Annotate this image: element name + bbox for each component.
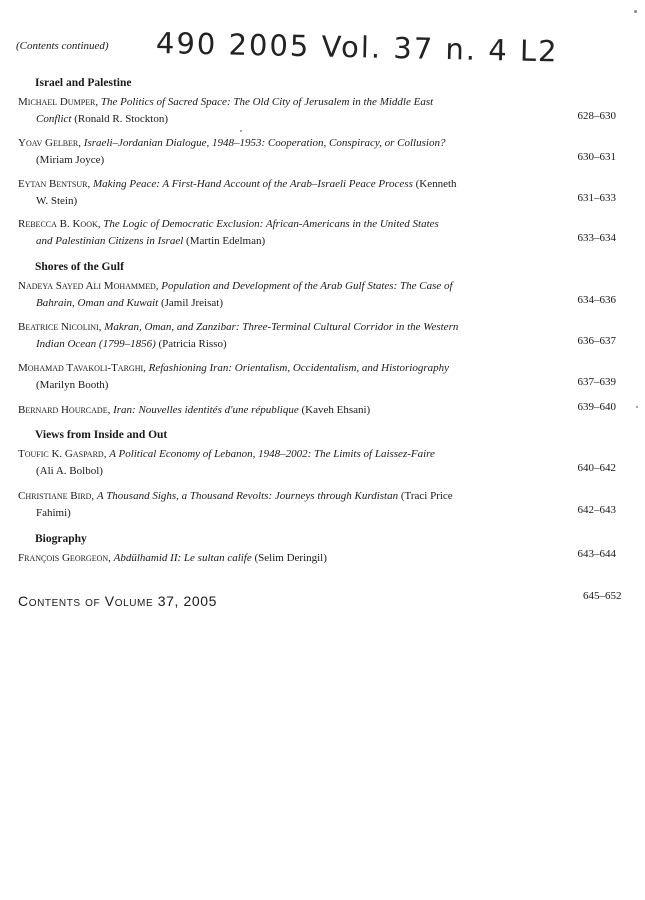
entry-title: A Thousand Sighs, a Thousand Revolts: Journeys through Kurdistan [96, 490, 399, 502]
entry-title-cont: and Palestinian Citizens in Israel [36, 235, 184, 247]
entry-title-cont: Conflict [36, 113, 72, 125]
toc-entry [18, 278, 618, 312]
entry-title: Iran: Nouvelles identités d'une république [113, 404, 299, 416]
volume-contents-heading: Contents of Volume 37, 2005 [18, 593, 218, 609]
entry-reviewer: (Martin Edelman) [186, 235, 266, 247]
scan-speck [636, 406, 638, 408]
entry-reviewer: (Marilyn Booth) [36, 379, 109, 391]
toc-entry [18, 135, 618, 169]
entry-title: Refashioning Iran: Orientalism, Occidentalism, and Historiography [148, 362, 449, 374]
entry-author: Eytan Bentsur, [18, 178, 91, 190]
entry-pages: 643–644 [577, 548, 616, 560]
section-heading-biography: Biography [35, 533, 87, 545]
entry-title: Israeli–Jordanian Dialogue, 1948–1953: Cooperation, Conspiracy, or Collusion? [83, 137, 446, 149]
entry-author: Yoav Gelber, [18, 137, 82, 149]
entry-title: A Political Economy of Lebanon, 1948–2002: The Limits of Laissez-Faire [109, 448, 435, 460]
toc-entry [18, 446, 618, 480]
entry-title: The Politics of Sacred Space: The Old City of Jerusalem in the Middle East [100, 96, 434, 108]
toc-entry [18, 360, 618, 394]
entry-author: Beatrice Nicolini, [18, 321, 102, 333]
entry-title-cont: Indian Ocean (1799–1856) [36, 338, 156, 350]
volume-contents-pages: 645–652 [583, 590, 622, 602]
entry-reviewer-start: (Kenneth [415, 178, 457, 190]
entry-author: Mohamad Tavakoli-Targhi, [18, 362, 146, 374]
entry-pages: 636–637 [577, 335, 616, 347]
toc-entry [18, 402, 618, 419]
section-heading-shores-gulf: Shores of the Gulf [35, 261, 124, 273]
entry-author: Rebecca B. Kook, [18, 218, 101, 230]
section-heading-israel-palestine: Israel and Palestine [35, 77, 132, 89]
scan-speck [240, 130, 242, 132]
entry-title: Abdülhamid II: Le sultan calife [113, 552, 252, 564]
entry-pages: 631–633 [577, 192, 616, 204]
entry-author: Toufic K. Gaspard, [18, 448, 107, 460]
entry-reviewer: (Miriam Joyce) [36, 154, 105, 166]
entry-reviewer: (Selim Deringil) [254, 552, 327, 564]
entry-pages: 634–636 [577, 294, 616, 306]
entry-reviewer: (Ronald R. Stockton) [74, 113, 169, 125]
entry-reviewer: Fahimi) [36, 507, 71, 519]
toc-entry [18, 176, 618, 210]
entry-reviewer: W. Stein) [36, 195, 78, 207]
entry-reviewer: (Jamil Jreisat) [160, 297, 223, 309]
entry-author: Michael Dumper, [18, 96, 99, 108]
entry-title: Makran, Oman, and Zanzibar: Three-Terminal Cultural Corridor in the Western [104, 321, 459, 333]
contents-continued-label: (Contents continued) [16, 40, 109, 52]
entry-pages: 628–630 [577, 110, 616, 122]
toc-entry [18, 488, 618, 522]
entry-pages: 630–631 [577, 151, 616, 163]
entry-author: François Georgeon, [18, 552, 111, 564]
toc-entry [18, 94, 618, 128]
handwritten-annotation: 490 2005 Vol. 37 n. 4 L2 [155, 26, 559, 69]
toc-entry [18, 216, 618, 250]
entry-title-cont: Bahrain, Oman and Kuwait [36, 297, 159, 309]
page-header [16, 26, 636, 69]
entry-pages: 633–634 [577, 232, 616, 244]
entry-author: Christiane Bird, [18, 490, 95, 502]
entry-pages: 637–639 [577, 376, 616, 388]
entry-title: Making Peace: A First-Hand Account of the Arab–Israeli Peace Process [93, 178, 413, 190]
scan-speck [634, 10, 637, 13]
entry-reviewer: (Patricia Risso) [158, 338, 227, 350]
entry-author: Bernard Hourcade, [18, 404, 111, 416]
entry-author: Nadeya Sayed Ali Mohammed, [18, 280, 159, 292]
entry-reviewer-start: (Traci Price [400, 490, 453, 502]
entry-pages: 642–643 [577, 504, 616, 516]
entry-title: Population and Development of the Arab Gulf States: The Case of [161, 280, 453, 292]
entry-pages: 639–640 [577, 401, 616, 413]
entry-reviewer: (Ali A. Bolbol) [36, 465, 103, 477]
toc-entry [18, 550, 618, 567]
toc-entry [18, 319, 618, 353]
entry-pages: 640–642 [577, 462, 616, 474]
section-heading-views: Views from Inside and Out [35, 429, 168, 441]
entry-title: The Logic of Democratic Exclusion: African-Americans in the United States [103, 218, 439, 230]
entry-reviewer: (Kaveh Ehsani) [301, 404, 371, 416]
